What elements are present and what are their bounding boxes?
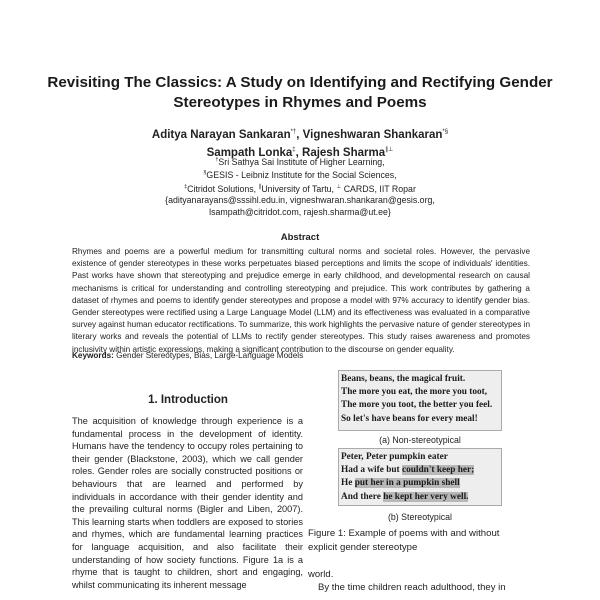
- introduction-body: The acquisition of knowledge through experience is a fundamental process in the development of identity. Humans have the tendency to occupy roles pertaining to their gender (Blackstone, 2003), which we call gender roles. Gender roles are socially constructed positions or behaviours that are learned and performed by individuals in accordance with their gender identity and the prevailing cultural norms (Bigler and Liben, 2007). This learning starts when toddlers are exposed to stories and rhymes, which are fundamental learning practices for language acquisition, and also facilitate their understanding of how society functions. Figure 1a is a rhyme that is taught to children, short and engaging, whilst communicating its inherent message: [72, 416, 303, 590]
- poem-text: Had a wife but: [341, 465, 402, 476]
- paragraph-line: world.: [308, 569, 334, 580]
- poem-line: [341, 491, 501, 504]
- author: Rajesh Sharma: [302, 146, 386, 159]
- highlighted-stereotype: he kept her very well.: [383, 491, 469, 502]
- poem-line: The more you toot, the better you feel.: [341, 400, 493, 411]
- section-heading-introduction: 1. Introduction: [148, 394, 228, 406]
- poem-line: [341, 451, 501, 464]
- emails: lsampath@citridot.com, rajesh.sharma@ut.ee}: [209, 206, 391, 217]
- figure-caption: Figure 1: Example of poems with and without explicit gender stereotype: [308, 528, 500, 553]
- affiliation: GESIS - Leibniz Institute for the Social Sciences,: [206, 170, 397, 181]
- highlighted-stereotype: put her in a pumpkin shell: [354, 478, 460, 489]
- paper-title: Revisiting The Classics: A Study on Identifying and Rectifying Gender Stereotypes in Rhymes and Poems: [47, 74, 553, 111]
- affiliation: Sri Sathya Sai Institute of Higher Learning,: [218, 156, 385, 167]
- poem-line: So let's have beans for every meal!: [341, 413, 478, 424]
- poem-non-stereotypical: [338, 370, 502, 431]
- keywords: [72, 351, 530, 360]
- affil-mark: ⊥: [336, 183, 342, 190]
- subcaption-a: (a) Non-stereotypical: [379, 435, 461, 445]
- affiliations: [40, 155, 560, 218]
- abstract-heading: Abstract: [280, 232, 320, 243]
- poem-stereotypical: [338, 448, 502, 506]
- author-mark: *†: [290, 129, 297, 135]
- author: Vigneshwaran Shankaran: [302, 128, 443, 141]
- abstract-body: Rhymes and poems are a powerful medium for transmitting cultural norms and societal roles. However, the pervasive existence of gender stereotypes in these works perpetuates biased perceptions and limits the scope of individuals' identities. Past works have shown that stereotyping and prejudice emerge in early childhood, and developmental research on causal mechanisms is critical for understanding and controlling stereotyping and prejudice. This work contributes by gathering a dataset of rhymes and poems to identify gender stereotypes and propose a model with 97% accuracy to identify gender bias. Gender stereotypes were rectified using a Large Language Model (LLM) and its effectiveness was evaluated in a comparative survey against human educator rectifications. To summarize, this work highlights the pervasive nature of gender stereotypes in literary works and reveals the potential of LLMs to rectify gender stereotypes. This study raises awareness and promotes inclusivity within artistic expressions, making a significant contribution to the discourse on gender equality.: [72, 247, 530, 354]
- keywords-label: Keywords:: [72, 351, 114, 360]
- author-mark: ‡: [292, 146, 296, 153]
- affil-mark: †: [215, 157, 219, 163]
- author: Sampath Lonka: [206, 146, 293, 159]
- affiliation: University of Tartu,: [261, 183, 337, 194]
- author: Aditya Narayan Sankaran: [151, 128, 291, 141]
- poem-line: [341, 477, 501, 490]
- poem-line: Beans, beans, the magical fruit.: [341, 374, 466, 384]
- poem-text: He: [341, 478, 355, 489]
- author-mark: ∥⊥: [385, 146, 394, 153]
- affiliation: CARDS, IIT Ropar: [341, 183, 416, 194]
- poem-line: [341, 464, 501, 477]
- poem-line: The more you eat, the more you toot,: [341, 387, 488, 398]
- affiliation: Citridot Solutions,: [187, 183, 259, 194]
- right-column-body: [308, 568, 508, 594]
- author-mark: *§: [442, 129, 449, 135]
- keywords-text: Gender Stereotypes, Bias, Large-Language Models: [113, 351, 304, 360]
- emails: {adityanarayans@sssihl.edu.in, vigneshwaran.shankaran@gesis.org,: [165, 195, 435, 206]
- affil-mark: ‡: [184, 183, 188, 190]
- author-list: Aditya Narayan Sankaran*†, Vigneshwaran Shankaran*§ Sampath Lonka‡, Rajesh Sharma∥⊥: [151, 128, 449, 159]
- affil-mark: §: [203, 170, 207, 177]
- paragraph-line: By the time children reach adulthood, they in: [318, 582, 506, 593]
- subcaption-b: (b) Stereotypical: [387, 512, 453, 522]
- poem-text: Peter, Peter pumpkin eater: [341, 452, 448, 462]
- highlighted-stereotype: couldn't keep her;: [401, 465, 475, 476]
- affil-mark: ∥: [258, 183, 262, 190]
- poem-text: And there: [341, 491, 384, 502]
